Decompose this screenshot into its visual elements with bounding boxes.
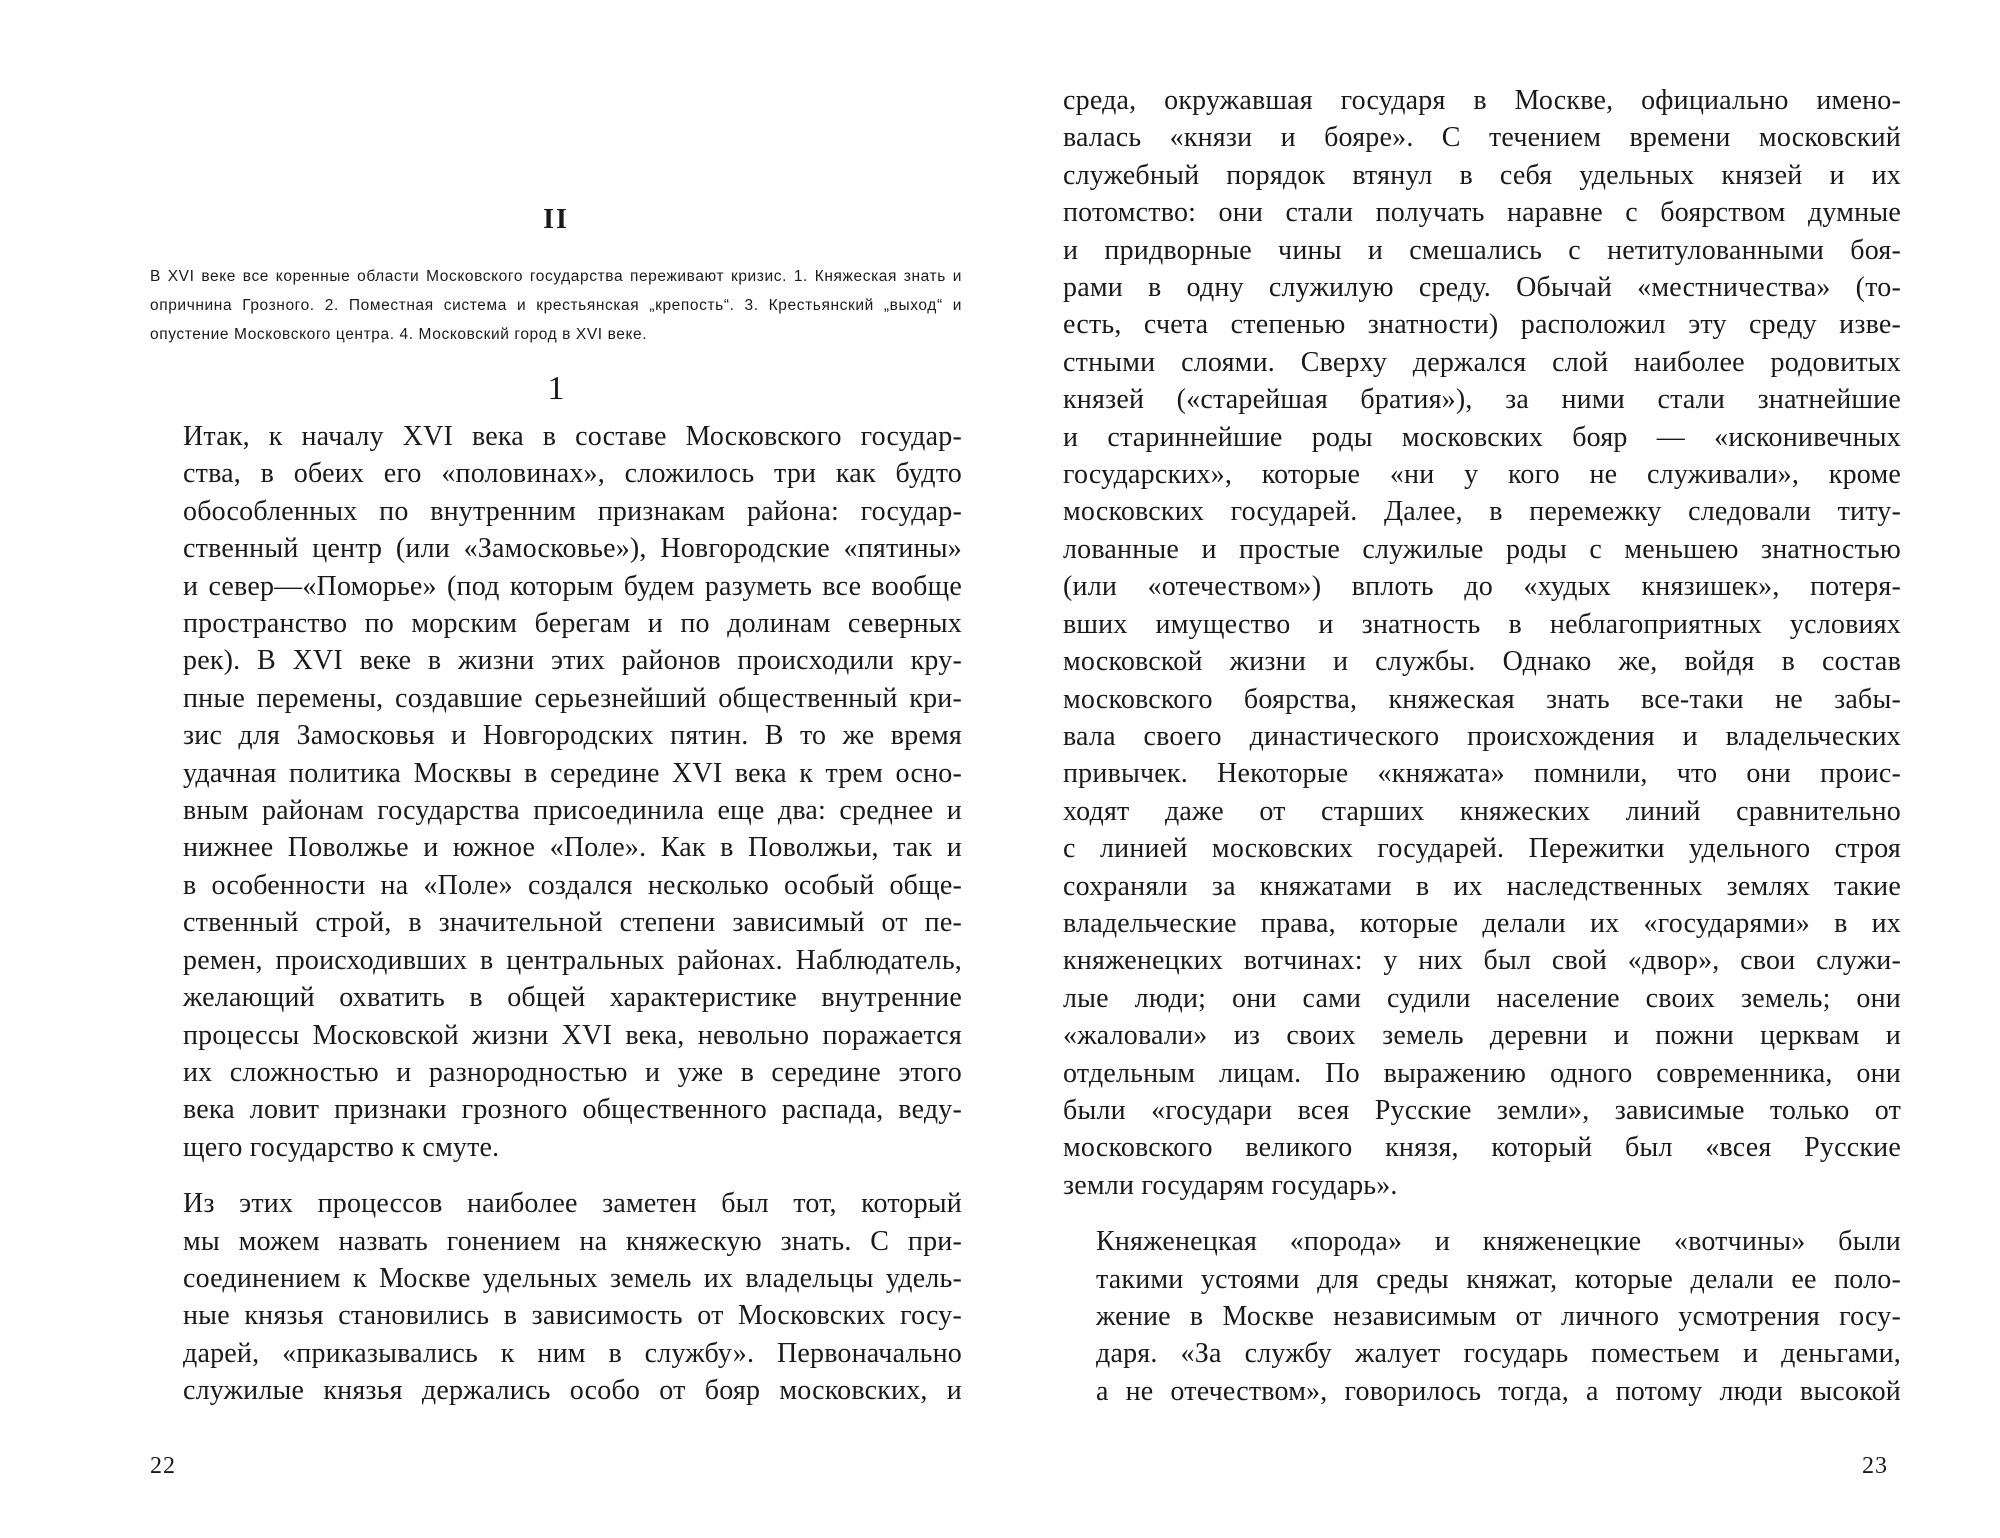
text-line: княженецких вотчинах: у них был свой «двор», свои служи- — [1063, 945, 1901, 977]
text-line: «жаловали» из своих земель деревни и пожни церквам и — [1063, 1020, 1901, 1052]
text-line: потомство: они стали получать наравне с боярством думные — [1063, 197, 1901, 229]
text-line: ственный строй, в значительной степени зависимый от пе- — [183, 907, 962, 939]
text-line: зис для Замосковья и Новгородских пятин. В то же время — [183, 720, 962, 752]
text-line: дарей, «приказывались к ним в службу». Первоначально — [183, 1337, 962, 1369]
text-line: желающий охватить в общей характеристике внутренние — [183, 982, 962, 1014]
text-line: обособленных по внутренним признакам района: государ- — [183, 495, 962, 527]
text-line: были «государи всея Русские земли», зависимые только от — [1063, 1094, 1901, 1126]
text-line: стными слоями. Сверху держался слой наиболее родовитых — [1063, 346, 1901, 378]
text-line: такими устоями для среды княжат, которые делали ее поло- — [1096, 1263, 1901, 1295]
chapter-number: II — [543, 204, 569, 235]
text-line: и север—«Поморье» (под которым будем разуметь все вообще — [183, 570, 962, 602]
right-body-text — [1063, 82, 1901, 1410]
text-line: вших имущество и знатность в неблагоприятных условиях — [1063, 608, 1901, 640]
text-line: московских государей. Далее, в перемежку следовали титу- — [1063, 496, 1901, 528]
chapter-summary: В XVI веке все коренные области Московского государства переживают кризис. 1. Княжеская знать и опричнина Грозного. 2. Поместная система и крестьянская „крепость“. 3. Крестьянский „выход“ и опустение Московского центра. 4. Московский город в XVI веке. — [150, 268, 962, 343]
text-line: вным районам государства присоединила еще два: среднее и — [183, 795, 962, 827]
text-line: жение в Москве независимым от личного усмотрения госу- — [1096, 1301, 1901, 1332]
text-line: московской жизни и службы. Однако же, войдя в состав — [1063, 646, 1901, 678]
paragraph — [150, 418, 962, 1166]
text-line: в особенности на «Поле» создался несколько особый обще- — [183, 869, 962, 901]
page-number: 23 — [1862, 1453, 1888, 1479]
left-body-text — [150, 418, 962, 1410]
text-line: Княженецкая «порода» и княженецкие «вотчины» были — [1096, 1226, 1901, 1258]
text-line: Из этих процессов наиболее заметен был тот, который — [183, 1188, 962, 1220]
text-line: соединением к Москве удельных земель их владельцы удель- — [183, 1262, 962, 1294]
text-line: ремен, происходивших в центральных районах. Наблюдатель, — [183, 944, 962, 976]
text-line: ные князья становились в зависимость от Московских госу- — [183, 1300, 962, 1332]
text-line: валась «князи и бояре». С течением времени московский — [1063, 122, 1901, 154]
text-line: государских», которые «ни у кого не служивали», кроме — [1063, 459, 1901, 491]
section-number: 1 — [547, 370, 565, 407]
text-line: есть, счета степенью знатности) расположил эту среду изве- — [1063, 309, 1901, 341]
text-line: рами в одну служилую среду. Обычай «местничества» (то- — [1063, 272, 1901, 304]
text-line: владельческие права, которые делали их «государями» в их — [1063, 907, 1901, 939]
text-line: сохраняли за княжатами в их наследственных землях такие — [1063, 870, 1901, 902]
text-line: а не отечеством», говорилось тогда, а потому люди высокой — [1096, 1375, 1901, 1407]
text-line: среда, окружавшая государя в Москве, официально имено- — [1063, 85, 1901, 116]
text-line: ственный центр (или «Замосковье»), Новгородские «пятины» — [183, 533, 962, 565]
text-line: и стариннейшие роды московских бояр — «исконивечных — [1063, 421, 1901, 453]
text-line: века ловит признаки грозного общественного распада, веду- — [183, 1094, 962, 1126]
text-line: ства, в обеих его «половинах», сложилось три как будто — [183, 458, 962, 490]
text-line: мы можем назвать гонением на княжескую знать. С при- — [183, 1225, 962, 1257]
text-line: привычек. Некоторые «княжата» помнили, что они проис- — [1063, 758, 1901, 790]
text-line: щего государство к смуте. — [183, 1131, 500, 1163]
text-line: князей («старейшая братия»), за ними стали знатнейшие — [1063, 384, 1901, 416]
text-line: удачная политика Москвы в середине XVI века к трем осно- — [183, 757, 962, 789]
text-line: ходят даже от старших княжеских линий сравнительно — [1063, 795, 1901, 827]
text-line: даря. «За службу жалует государь поместьем и деньгами, — [1096, 1338, 1901, 1370]
text-line: Итак, к началу XVI века в составе Московского государ- — [183, 421, 962, 452]
text-line: служебный порядок втянул в себя удельных князей и их — [1063, 159, 1901, 191]
text-line: пные перемены, создавшие серьезнейший общественный кри- — [183, 682, 962, 714]
text-line: нижнее Поволжье и южное «Поле». Как в Поволжьи, так и — [183, 832, 962, 864]
paragraph — [150, 1185, 962, 1409]
text-line: земли государям государь». — [1063, 1169, 1398, 1201]
text-line: служилые князья держались особо от бояр московских, и — [183, 1375, 962, 1407]
text-line: вала своего династического происхождения и владельческих — [1063, 720, 1901, 752]
page-number: 22 — [150, 1453, 176, 1479]
text-line: и придворные чины и смешались с нетитулованными боя- — [1063, 234, 1901, 266]
text-line: с линией московских государей. Пережитки удельного строя — [1063, 833, 1901, 865]
paragraph — [1063, 1223, 1901, 1410]
paragraph — [1063, 82, 1901, 1204]
text-line: московского великого князя, который был «всея Русские — [1063, 1132, 1901, 1164]
text-line: процессы Московской жизни XVI века, невольно поражается — [183, 1019, 962, 1051]
text-line: пространство по морским берегам и по долинам северных — [183, 608, 962, 640]
text-line: отдельным лицам. По выражению одного современника, они — [1063, 1057, 1901, 1089]
text-line: лованные и простые служилые роды с меньшею знатностью — [1063, 533, 1901, 565]
text-line: (или «отечеством») вплоть до «худых князишек», потеря- — [1063, 571, 1901, 603]
text-line: московского боярства, княжеская знать все-таки не забы- — [1063, 683, 1901, 715]
left-page — [150, 0, 962, 1538]
right-page — [1063, 0, 1901, 1538]
text-line: лые люди; они сами судили население своих земель; они — [1063, 982, 1901, 1014]
text-line: их сложностью и разнородностью и уже в середине этого — [183, 1056, 962, 1088]
text-line: рек). В XVI веке в жизни этих районов происходили кру- — [183, 645, 962, 677]
